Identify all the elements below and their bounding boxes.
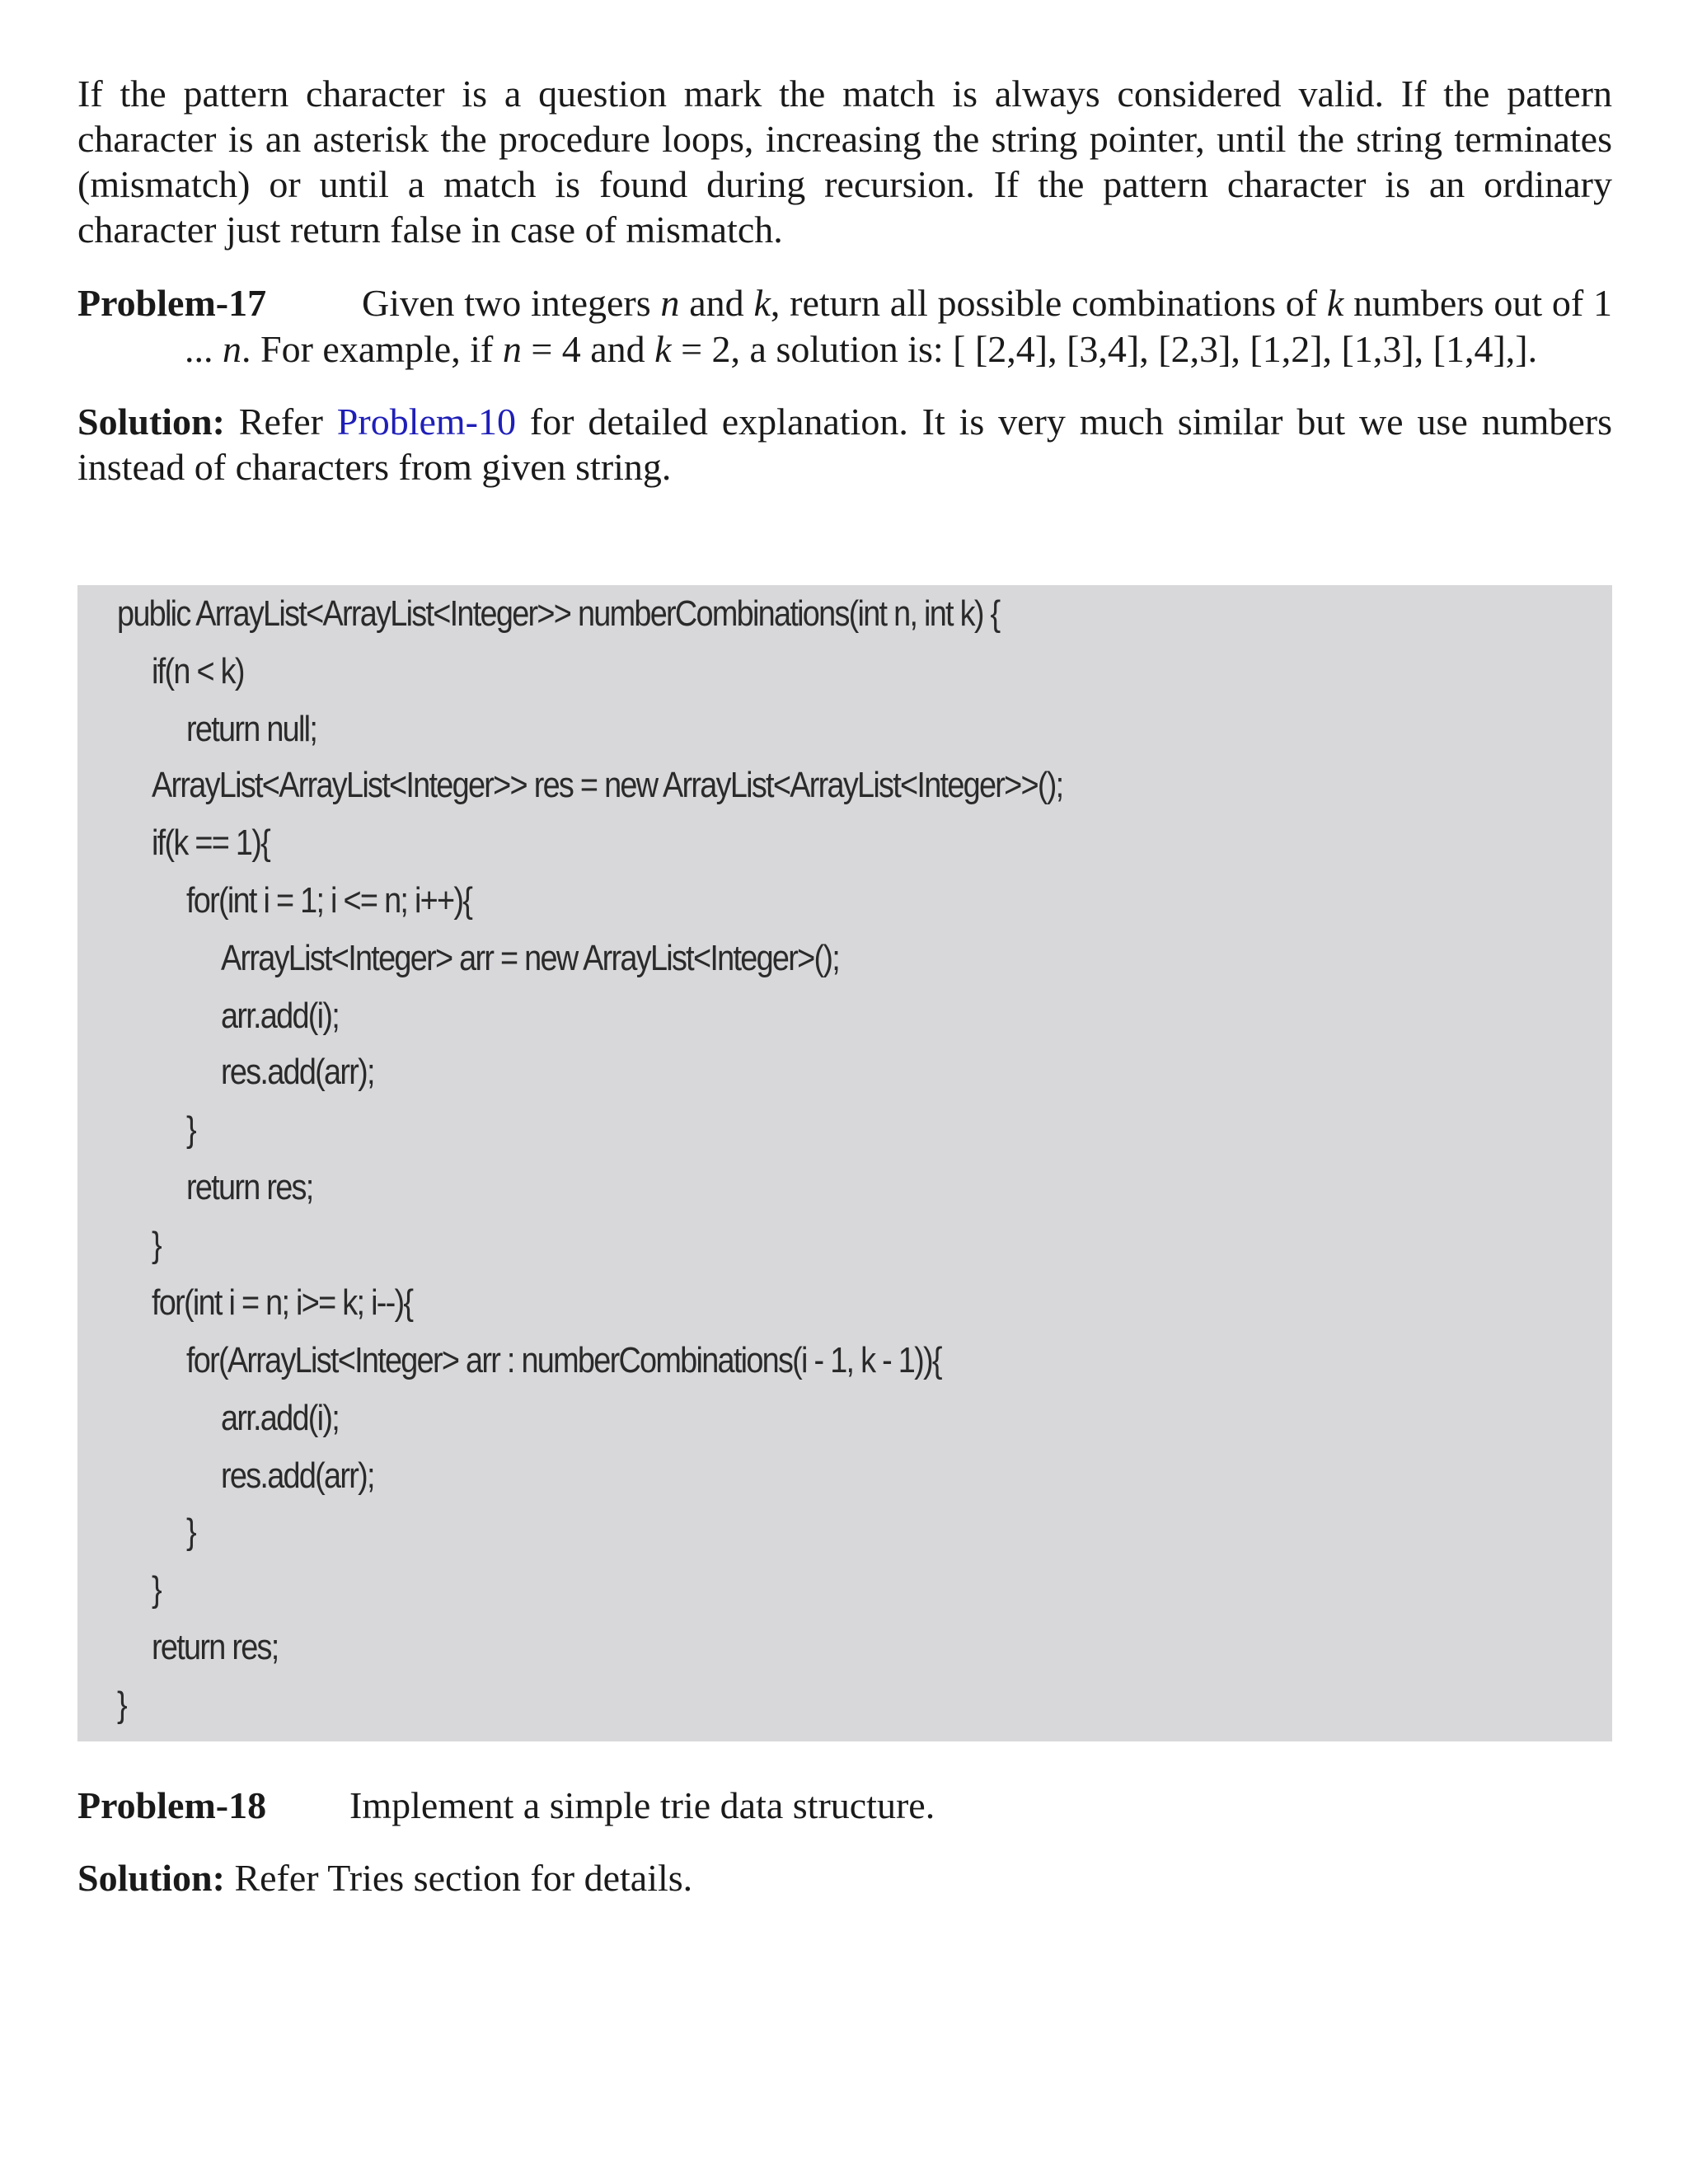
problem-17-text: , return all possible combinations of: [770, 282, 1327, 324]
code-line: res.add(arr);: [221, 1455, 374, 1496]
code-line: ArrayList<ArrayList<Integer>> res = new ArrayList<ArrayList<Integer>>();: [152, 765, 1063, 805]
solution-18: [77, 1855, 1612, 1900]
code-line: res.add(arr);: [221, 1052, 374, 1092]
code-line: ArrayList<Integer> arr = new ArrayList<Integer>();: [221, 938, 840, 978]
code-line: for(ArrayList<Integer> arr : numberCombinations(i - 1, k - 1)){: [186, 1340, 941, 1380]
var-n: n: [660, 282, 680, 324]
var-n: n: [502, 328, 522, 370]
problem-17: [77, 280, 1612, 373]
code-line: if(n < k): [152, 651, 244, 691]
code-line: }: [152, 1225, 161, 1265]
code-line: if(k == 1){: [152, 823, 270, 863]
var-k: k: [1326, 282, 1344, 324]
code-line: }: [152, 1569, 161, 1610]
problem-18-label: Problem-18: [77, 1784, 267, 1826]
solution-18-label: Solution:: [77, 1857, 225, 1899]
solution-17: [77, 399, 1612, 490]
code-line: arr.add(i);: [221, 1398, 340, 1438]
solution-17-label: Solution:: [77, 401, 225, 443]
page-content: [77, 71, 1612, 490]
problem-17-text: = 4 and: [521, 328, 655, 370]
problem-18-text: Implement a simple trie data structure.: [349, 1784, 935, 1826]
page-content-lower: [77, 1783, 1612, 1900]
code-block: [77, 585, 1612, 1741]
var-k: k: [753, 282, 771, 324]
code-line: for(int i = n; i>= k; i--){: [152, 1282, 413, 1323]
code-line: for(int i = 1; i <= n; i++){: [186, 880, 472, 921]
problem-17-label: Problem-17: [77, 282, 267, 324]
problem-17-text: numbers out of 1 ...: [185, 282, 1613, 370]
var-k: k: [654, 328, 672, 370]
intro-paragraph: If the pattern character is a question mark the match is always considered valid. If the pattern character is an asterisk the procedure loops, increasing the string pointer, until the string terminates (mismatch) or until a match is found during recursion. If the pattern character is an ordinary character just return false in case of mismatch.: [77, 73, 1612, 251]
problem-17-text: and: [679, 282, 754, 324]
problem-18: [77, 1783, 1612, 1829]
problem-17-text: . For example, if: [241, 328, 503, 370]
solution-17-text: for detailed explanation. It is very much similar but we use numbers instead of characters from given string.: [77, 401, 1613, 488]
problem-17-text: Given two integers: [362, 282, 661, 324]
code-line: }: [117, 1685, 126, 1725]
var-n: n: [223, 328, 241, 370]
problem-10-link[interactable]: Problem-10: [336, 401, 516, 443]
code-line: return null;: [186, 709, 317, 749]
solution-18-text: Refer Tries section for details.: [224, 1857, 693, 1899]
problem-17-text: = 2, a solution is: [ [2,4], [3,4], [2,3], [1,2], [1,3], [1,4],].: [671, 328, 1538, 370]
code-line: arr.add(i);: [221, 996, 340, 1036]
code-line: public ArrayList<ArrayList<Integer>> numberCombinations(int n, int k) {: [117, 593, 1000, 634]
code-line: return res;: [152, 1627, 279, 1667]
solution-17-text: Refer: [224, 401, 337, 443]
code-line: }: [186, 1511, 195, 1552]
code-line: return res;: [186, 1167, 313, 1207]
code-line: }: [186, 1109, 195, 1150]
